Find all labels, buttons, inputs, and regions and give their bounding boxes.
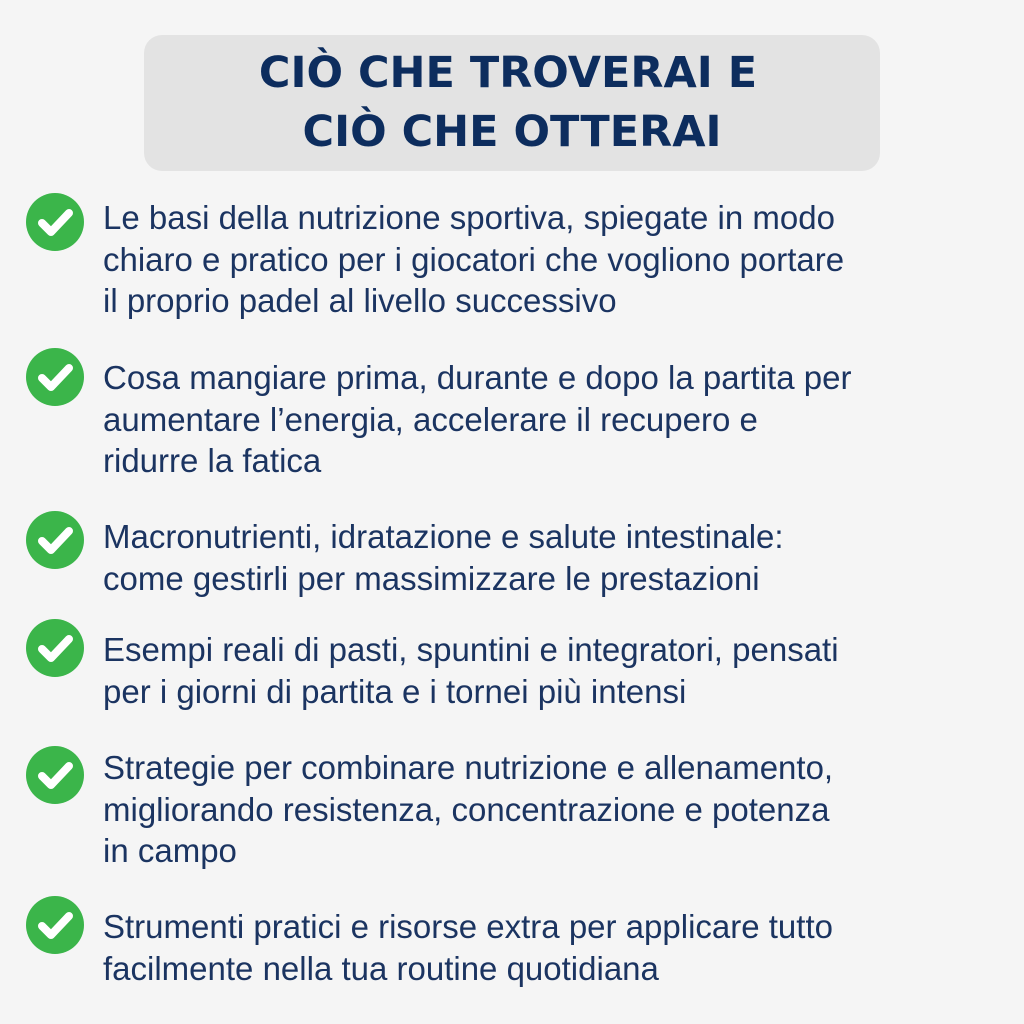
item-text	[103, 629, 1018, 712]
item-text-line: Esempi reali di pasti, spuntini e integratori, pensati	[103, 631, 839, 668]
item-text-line: per i giorni di partita e i tornei più intensi	[103, 672, 687, 710]
title-line-1: CIÒ CHE TROVERAI E	[258, 48, 758, 98]
check-circle-icon	[25, 618, 85, 678]
item-text	[103, 197, 1018, 322]
check-circle-icon	[25, 510, 85, 570]
check-circle-icon	[25, 347, 85, 407]
item-text-line: in campo	[103, 832, 237, 869]
item-text-line: Le basi della nutrizione sportiva, spiegate in modo	[103, 199, 835, 236]
item-text-line: Strumenti pratici e risorse extra per applicare tutto	[103, 908, 833, 945]
item-text-line: migliorando resistenza, concentrazione e potenza	[103, 790, 830, 828]
title-box	[144, 35, 880, 171]
item-text	[103, 516, 1018, 599]
item-text	[103, 906, 1018, 989]
item-text-line: il proprio padel al livello successivo	[103, 282, 617, 319]
item-text	[103, 747, 1018, 872]
check-circle-icon	[25, 745, 85, 805]
item-text-line: Strategie per combinare nutrizione e allenamento,	[103, 749, 834, 786]
item-text	[103, 357, 1018, 482]
item-text-line: come gestirli per massimizzare le prestazioni	[103, 559, 760, 597]
item-text-line: facilmente nella tua routine quotidiana	[103, 949, 659, 987]
item-text-line: Cosa mangiare prima, durante e dopo la partita per	[103, 359, 852, 396]
item-text-line: aumentare l’energia, accelerare il recupero e	[103, 400, 758, 438]
item-text-line: Macronutrienti, idratazione e salute intestinale:	[103, 518, 784, 555]
check-circle-icon	[25, 895, 85, 955]
check-circle-icon	[25, 192, 85, 252]
item-text-line: chiaro e pratico per i giocatori che vogliono portare	[103, 240, 845, 278]
title-line-2: CIÒ CHE OTTERAI	[302, 107, 722, 157]
item-text-line: ridurre la fatica	[103, 442, 322, 479]
